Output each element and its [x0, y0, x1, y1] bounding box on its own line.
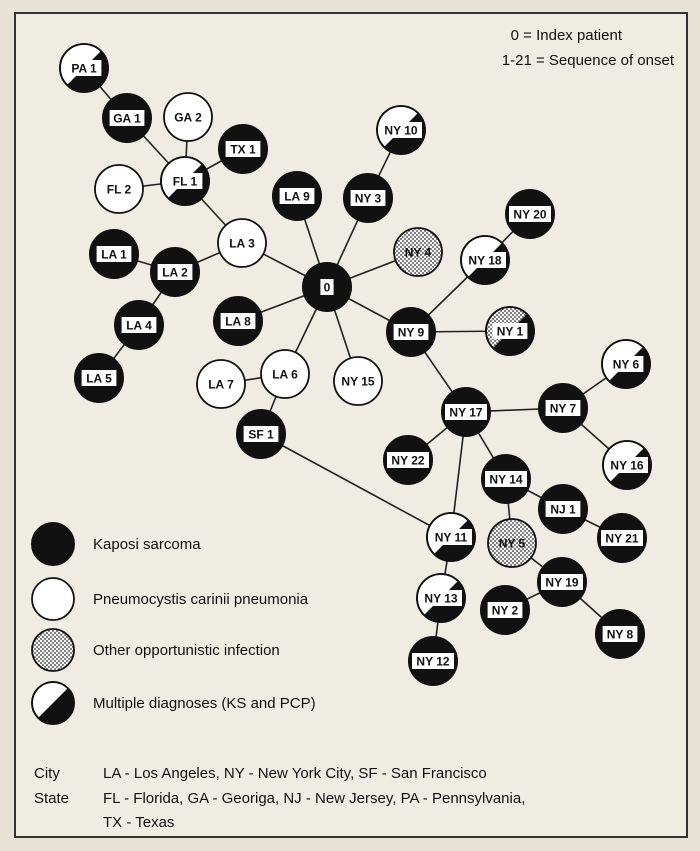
legend-item-other [32, 629, 280, 671]
node-ny15 [334, 357, 382, 405]
node-label: NY 9 [397, 325, 425, 340]
node-ny21 [598, 514, 646, 562]
legend-label: Other opportunistic infection [93, 642, 280, 659]
legend-item-pcp [32, 578, 309, 620]
node-ny18 [461, 236, 509, 284]
node-label: LA 9 [284, 189, 310, 204]
node-label: SF 1 [248, 427, 274, 442]
node-label: NY 13 [424, 591, 458, 606]
node-label: LA 8 [225, 314, 251, 329]
node-label: NY 21 [605, 531, 639, 546]
node-ga2 [164, 93, 212, 141]
legend-label: Pneumocystis carinii pneumonia [93, 591, 309, 608]
node-ny5 [488, 519, 536, 567]
node-label: NY 11 [434, 530, 468, 545]
node-ny14 [482, 455, 530, 503]
node-la6 [261, 350, 309, 398]
node-la9 [273, 172, 321, 220]
node-label: NY 22 [391, 453, 425, 468]
legend-symbol-pcp [32, 578, 74, 620]
node-ny11 [427, 513, 475, 561]
node-la8 [214, 297, 262, 345]
node-pa1 [60, 44, 108, 92]
node-sf1 [237, 410, 285, 458]
node-ny13 [417, 574, 465, 622]
node-label: NY 4 [404, 245, 432, 260]
node-tx1 [219, 125, 267, 173]
node-ny1 [486, 307, 534, 355]
node-label: LA 4 [126, 318, 152, 333]
legend-symbol-other [32, 629, 74, 671]
node-la2 [151, 248, 199, 296]
node-nj1 [539, 485, 587, 533]
legend [32, 523, 316, 724]
node-label: NY 5 [498, 536, 526, 551]
node-ny22 [384, 436, 432, 484]
node-ny10 [377, 106, 425, 154]
city-heading: City [34, 765, 60, 782]
node-label: NY 2 [491, 603, 519, 618]
node-label: NY 3 [354, 191, 382, 206]
node-ny12 [409, 637, 457, 685]
node-label: NY 15 [341, 374, 375, 389]
node-label: NY 18 [468, 253, 502, 268]
node-label: LA 1 [101, 247, 127, 262]
node-fl2 [95, 165, 143, 213]
node-ny16 [603, 441, 651, 489]
node-label: NY 19 [545, 575, 579, 590]
node-label: NY 14 [489, 472, 523, 487]
node-la3 [218, 219, 266, 267]
legend-symbol-multiple [32, 682, 74, 724]
diagram-canvas [16, 14, 686, 836]
state-abbreviations-line-1: FL - Florida, GA - Georiga, NJ - New Jersey, PA - Pennsylvania, [103, 790, 526, 807]
node-label: 0 [323, 280, 331, 295]
node-ny17 [442, 388, 490, 436]
node-ny19 [538, 558, 586, 606]
node-la5 [75, 354, 123, 402]
node-ny6 [602, 340, 650, 388]
cluster-diagram-figure [14, 12, 688, 838]
node-ny7 [539, 384, 587, 432]
key-index-patient: 0 = Index patient [510, 27, 622, 44]
node-label: PA 1 [71, 61, 97, 76]
node-label: NY 16 [610, 458, 644, 473]
legend-item-multiple [32, 682, 316, 724]
node-label: LA 5 [86, 371, 112, 386]
node-label: NY 12 [416, 654, 450, 669]
state-abbreviations-line-2: TX - Texas [103, 814, 175, 831]
legend-label: Multiple diagnoses (KS and PCP) [93, 695, 316, 712]
node-label: LA 3 [229, 236, 255, 251]
node-la4 [115, 301, 163, 349]
node-la1 [90, 230, 138, 278]
node-label: LA 7 [208, 377, 234, 392]
city-abbreviations: LA - Los Angeles, NY - New York City, SF - San Francisco [103, 765, 487, 782]
node-label: TX 1 [230, 142, 256, 157]
nodes-layer [60, 44, 651, 685]
node-label: NY 8 [606, 627, 634, 642]
node-label: GA 1 [113, 111, 141, 126]
node-label: NY 20 [513, 207, 547, 222]
key-sequence-of-onset: 1-21 = Sequence of onset [501, 52, 674, 69]
node-label: NY 17 [449, 405, 483, 420]
node-ny9 [387, 308, 435, 356]
legend-label: Kaposi sarcoma [93, 536, 201, 553]
node-label: FL 1 [172, 174, 198, 189]
node-label: LA 2 [162, 265, 188, 280]
node-label: NY 1 [496, 324, 524, 339]
node-label: NY 7 [549, 401, 577, 416]
node-ny3 [344, 174, 392, 222]
legend-symbol-ks [32, 523, 74, 565]
node-label: NJ 1 [550, 502, 576, 517]
node-fl1 [161, 157, 209, 205]
node-ga1 [103, 94, 151, 142]
node-ny20 [506, 190, 554, 238]
node-ny8 [596, 610, 644, 658]
legend-item-ks [32, 523, 201, 565]
node-label: FL 2 [106, 182, 132, 197]
node-ny4 [394, 228, 442, 276]
node-label: GA 2 [174, 110, 202, 125]
state-heading: State [34, 790, 70, 807]
node-la7 [197, 360, 245, 408]
node-ny2 [481, 586, 529, 634]
node-label: NY 6 [612, 357, 640, 372]
node-label: NY 10 [384, 123, 418, 138]
node-zero [303, 263, 351, 311]
node-label: LA 6 [272, 367, 298, 382]
